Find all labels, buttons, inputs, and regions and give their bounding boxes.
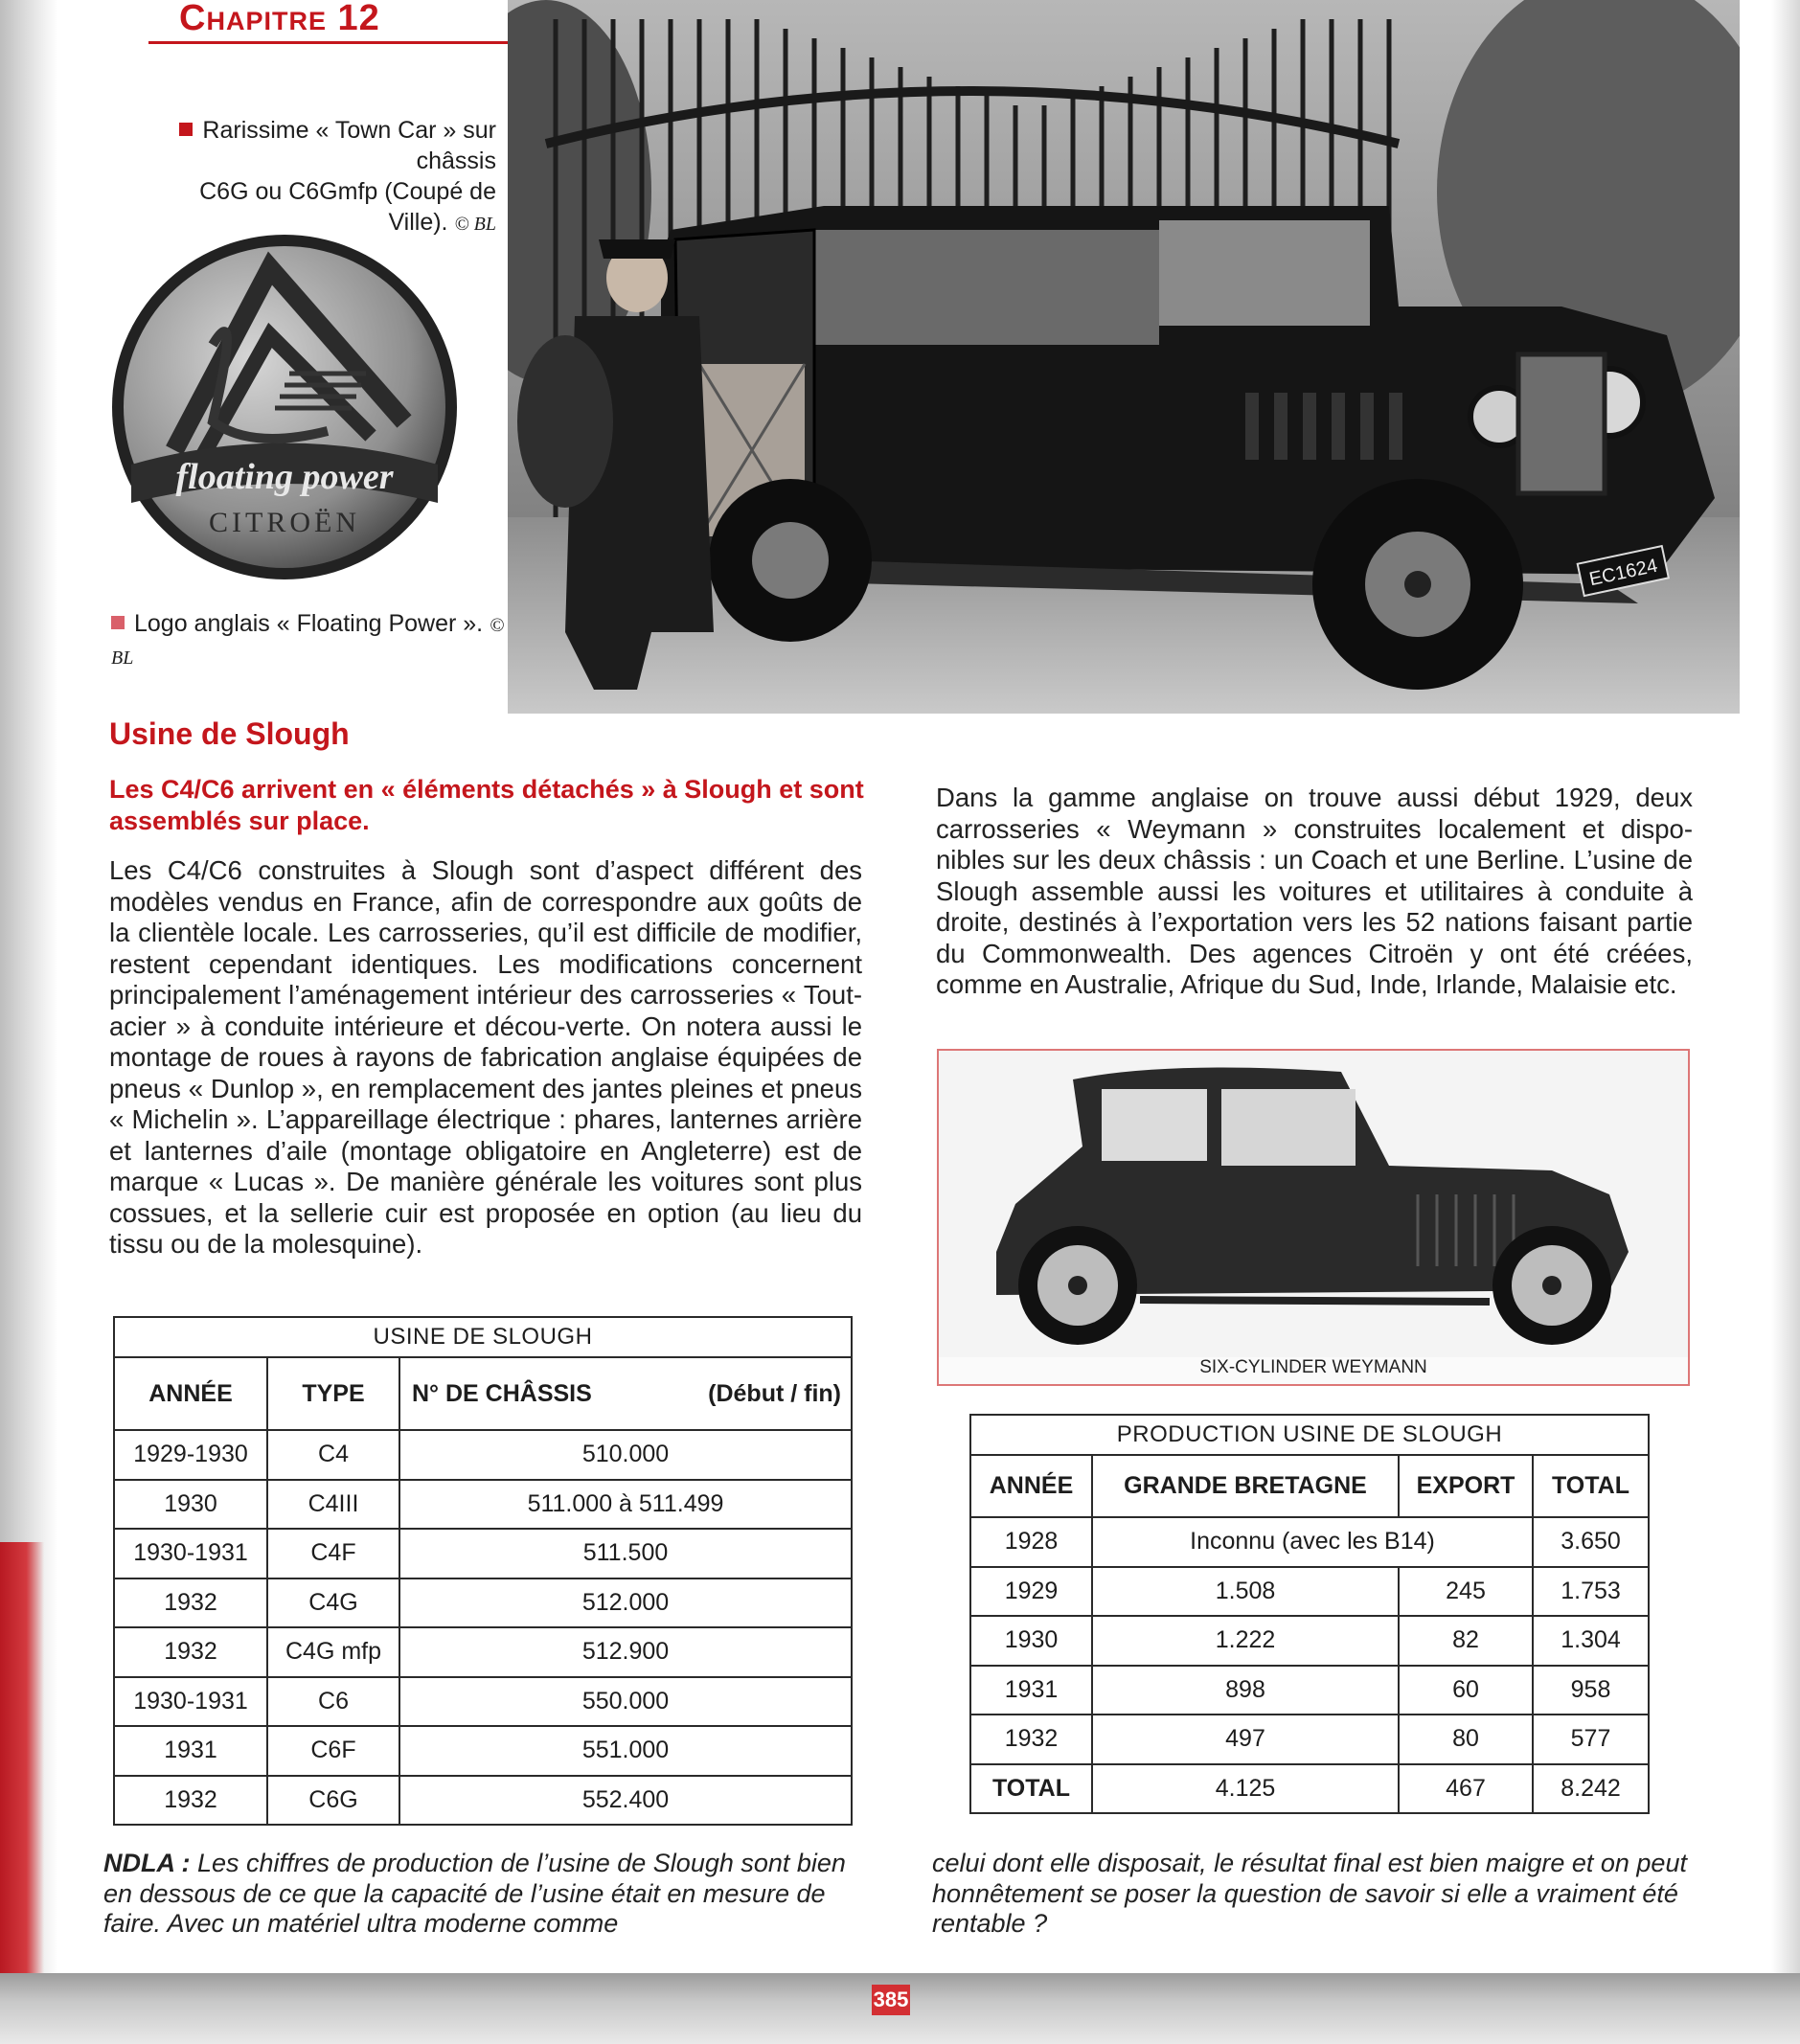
- binding-red-tab: [0, 1542, 44, 2002]
- chassis-cell: 1931: [114, 1726, 267, 1776]
- chassis-cell: C4: [267, 1430, 399, 1480]
- production-cell: Inconnu (avec les B14): [1092, 1517, 1533, 1567]
- chassis-cell: C4F: [267, 1529, 399, 1578]
- chapter-heading: [148, 0, 513, 44]
- logo-caption-text: Logo anglais « Floating Power ».: [134, 610, 484, 637]
- note-right-text: celui dont elle disposait, le résultat final est bien maigre et on peut honnêtement se poser la question de savoir si elle a vraiment été rentable ?: [932, 1849, 1687, 1938]
- production-cell: 1928: [970, 1517, 1092, 1567]
- production-header-gb: GRANDE BRETAGNE: [1092, 1455, 1399, 1517]
- chassis-cell: 1932: [114, 1776, 267, 1826]
- production-cell: 467: [1399, 1764, 1533, 1814]
- logo-line1: floating power: [175, 457, 394, 497]
- caption-bullet-icon: [111, 616, 125, 629]
- table-row: [114, 1480, 852, 1530]
- chassis-cell: C4G mfp: [267, 1627, 399, 1677]
- production-cell: 497: [1092, 1715, 1399, 1764]
- table-row: [114, 1578, 852, 1628]
- right-paragraph: Dans la gamme anglaise on trouve aussi début 1929, deux carrosseries « Weymann » construites localement et dispo-nibles sur les deux châssis : un Coach et une Berline. L’usine de Slough assemble aussi les voitures et utilitaires à conduite à droite, destinés à l’exportation vers les 52 nations faisant partie du Commonwealth. Des agences Citroën y ont été créées, comme en Australie, Afrique du Sud, Inde, Irlande, Malaisie etc.: [936, 783, 1693, 999]
- production-header-total: TOTAL: [1533, 1455, 1649, 1517]
- chassis-cell: 512.000: [399, 1578, 852, 1628]
- logo-line2: CITROËN: [209, 507, 360, 538]
- production-cell: 3.650: [1533, 1517, 1649, 1567]
- production-cell: 82: [1399, 1616, 1533, 1666]
- chassis-cell: 1932: [114, 1578, 267, 1628]
- left-paragraph: Les C4/C6 construites à Slough sont d’aspect différent des modèles vendus en France, afin de correspondre aux goûts de la clientèle locale. Les carrosseries, qu’il est difficile de modifier, restent cependant identiques. Les modifications concernent principalement l’aménagement intérieur des carrosseries « Tout-acier » à conduite intérieure et décou-verte. On notera aussi le montage de roues à rayons de fabrication anglaise équipées de pneus « Dunlop », en remplacement des jantes pleines et pneus « Michelin ». L’appareillage électrique : phares, lanternes arrière et lanternes d’aile (montage obligatoire en Angleterre) est de marque « Lucas ». De manière générale les voitures sont plus cossues, et la sellerie cuir est proposée en option (au lieu du tissu ou de la molesquine).: [109, 855, 862, 1259]
- page-number: 385: [872, 1985, 910, 2015]
- note-left-text: Les chiffres de production de l’usine de Slough sont bien en dessous de ce que la capacité de l’usine était en mesure de faire. Avec un matériel ultra moderne comme: [103, 1849, 846, 1938]
- chapter-label: Chapitre 12: [179, 0, 380, 38]
- photo-caption: [151, 115, 496, 239]
- weymann-illustration: [937, 1049, 1690, 1386]
- production-table: [969, 1414, 1650, 1814]
- table-row: [114, 1776, 852, 1826]
- table-row: [970, 1616, 1649, 1666]
- chassis-header-number: [399, 1357, 852, 1430]
- chassis-header-range: (Début / fin): [708, 1379, 841, 1407]
- production-cell: 1.508: [1092, 1567, 1399, 1617]
- production-cell: 1929: [970, 1567, 1092, 1617]
- production-cell: 4.125: [1092, 1764, 1399, 1814]
- chassis-cell: 552.400: [399, 1776, 852, 1826]
- production-table-title: PRODUCTION USINE DE SLOUGH: [970, 1415, 1649, 1455]
- chassis-cell: C6G: [267, 1776, 399, 1826]
- table-row: [114, 1726, 852, 1776]
- production-cell: 245: [1399, 1567, 1533, 1617]
- production-cell: 1.753: [1533, 1567, 1649, 1617]
- page-edge: [1771, 0, 1800, 2044]
- table-row: [970, 1666, 1649, 1715]
- production-cell: 898: [1092, 1666, 1399, 1715]
- production-header-export: EXPORT: [1399, 1455, 1533, 1517]
- chassis-header-number-label: N° DE CHÂSSIS: [412, 1379, 592, 1407]
- production-cell: 1.304: [1533, 1616, 1649, 1666]
- section-subtitle: Les C4/C6 arrivent en « éléments détachés » à Slough et sont assemblés sur place.: [109, 775, 864, 835]
- town-car-photo: [508, 0, 1740, 714]
- production-cell: 1930: [970, 1616, 1092, 1666]
- photo-caption-line2: C6G ou C6Gmfp (Coupé de Ville).: [199, 178, 496, 236]
- production-cell: 60: [1399, 1666, 1533, 1715]
- production-cell: 1932: [970, 1715, 1092, 1764]
- production-header-year: ANNÉE: [970, 1455, 1092, 1517]
- photo-caption-credit: © BL: [454, 214, 496, 235]
- chassis-table-title: USINE DE SLOUGH: [114, 1317, 852, 1357]
- chassis-table: [113, 1316, 853, 1826]
- floating-power-logo: [107, 230, 462, 584]
- table-row: [970, 1715, 1649, 1764]
- production-cell: 1.222: [1092, 1616, 1399, 1666]
- weymann-caption: SIX-CYLINDER WEYMANN: [1199, 1357, 1427, 1377]
- chassis-cell: 1930-1931: [114, 1677, 267, 1727]
- table-row: [970, 1517, 1649, 1567]
- note-left: [103, 1849, 866, 1940]
- chassis-cell: 1930: [114, 1480, 267, 1530]
- chassis-cell: C4G: [267, 1578, 399, 1628]
- table-row-total: [970, 1764, 1649, 1814]
- chassis-cell: 551.000: [399, 1726, 852, 1776]
- chassis-cell: C6F: [267, 1726, 399, 1776]
- chassis-cell: 1932: [114, 1627, 267, 1677]
- chassis-cell: 1930-1931: [114, 1529, 267, 1578]
- chassis-header-type: TYPE: [267, 1357, 399, 1430]
- table-row: [114, 1627, 852, 1677]
- logo-caption: [111, 608, 513, 673]
- chassis-cell: 1929-1930: [114, 1430, 267, 1480]
- section-title: Usine de Slough: [109, 716, 350, 751]
- production-cell: 958: [1533, 1666, 1649, 1715]
- table-row: [970, 1567, 1649, 1617]
- logo-caption-credit: © BL: [111, 615, 505, 669]
- plate-text: EC1624: [1587, 555, 1660, 591]
- table-row: [114, 1529, 852, 1578]
- caption-bullet-icon: [179, 123, 193, 136]
- production-cell: 8.242: [1533, 1764, 1649, 1814]
- chassis-cell: C4III: [267, 1480, 399, 1530]
- table-row: [114, 1677, 852, 1727]
- production-cell: TOTAL: [970, 1764, 1092, 1814]
- production-cell: 1931: [970, 1666, 1092, 1715]
- photo-caption-line1: Rarissime « Town Car » sur châssis: [202, 117, 496, 174]
- chassis-header-year: ANNÉE: [114, 1357, 267, 1430]
- chassis-cell: 550.000: [399, 1677, 852, 1727]
- production-cell: 577: [1533, 1715, 1649, 1764]
- note-label: NDLA :: [103, 1849, 191, 1877]
- production-cell: 80: [1399, 1715, 1533, 1764]
- chassis-cell: 511.500: [399, 1529, 852, 1578]
- chassis-cell: C6: [267, 1677, 399, 1727]
- chassis-cell: 510.000: [399, 1430, 852, 1480]
- chassis-cell: 511.000 à 511.499: [399, 1480, 852, 1530]
- note-right: [932, 1849, 1698, 1940]
- chassis-cell: 512.900: [399, 1627, 852, 1677]
- table-row: [114, 1430, 852, 1480]
